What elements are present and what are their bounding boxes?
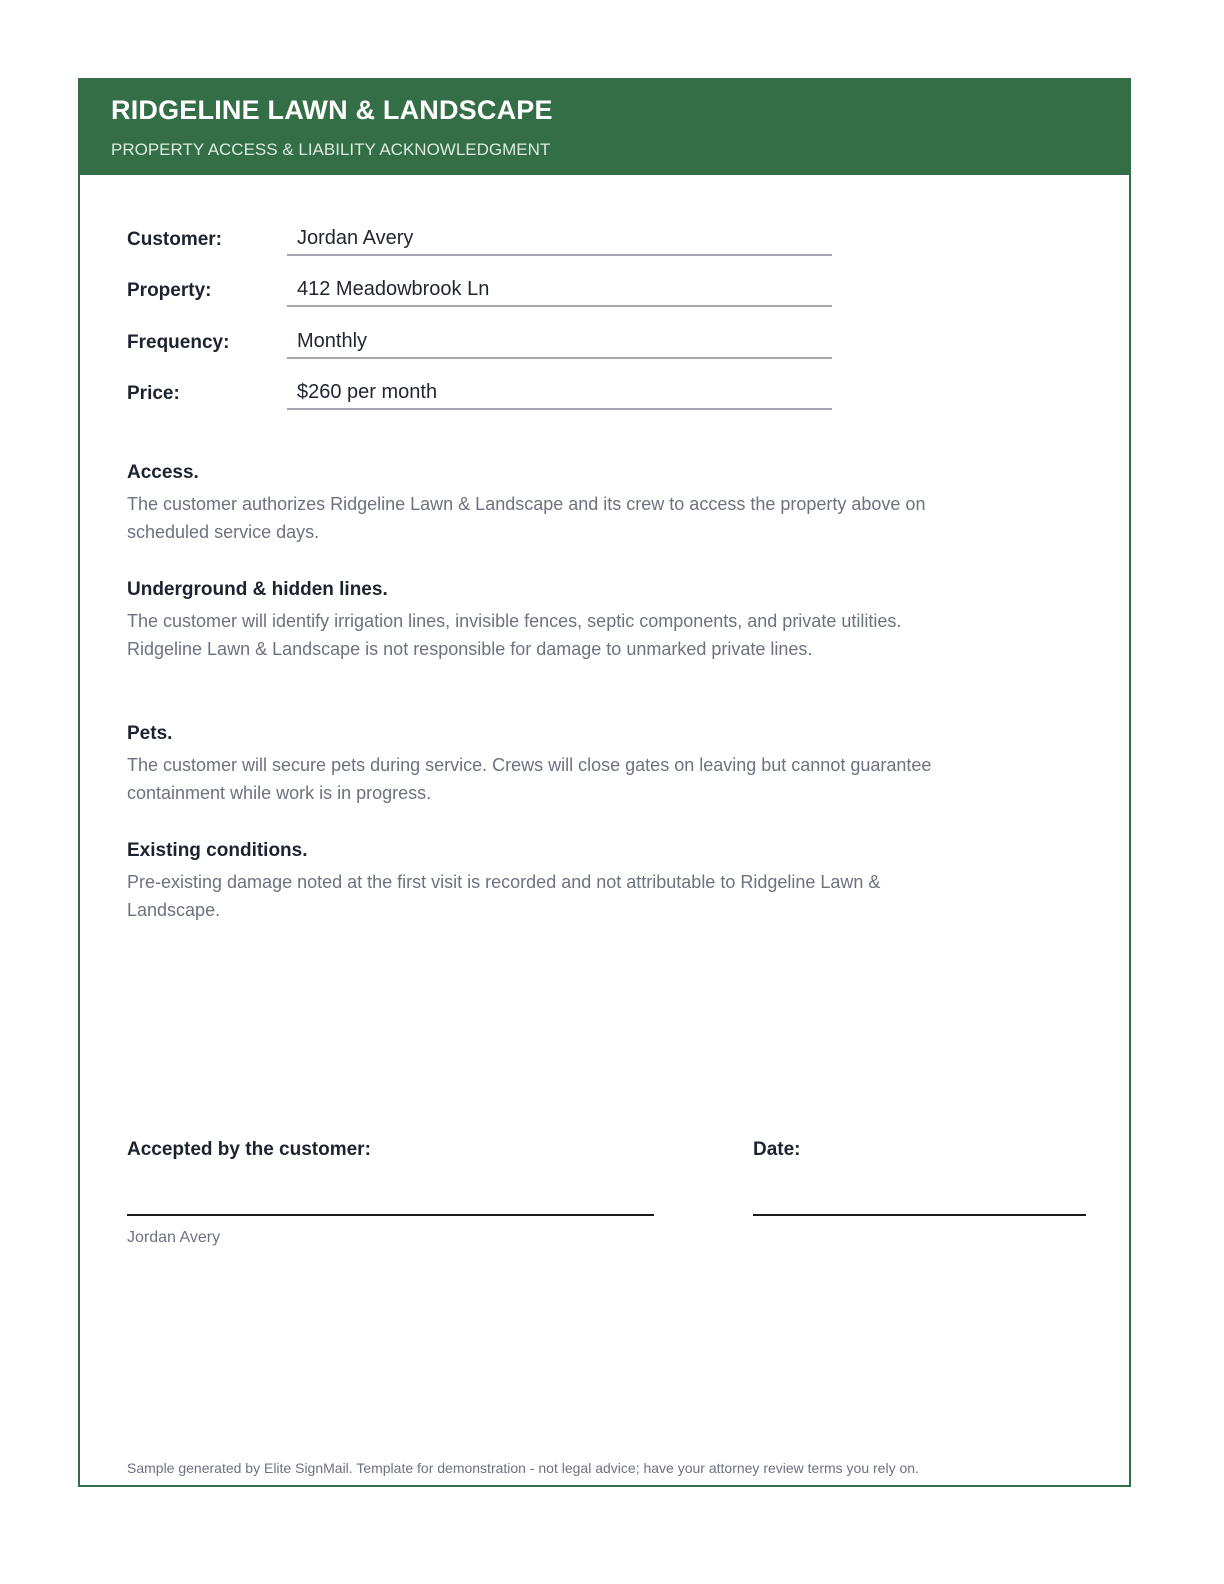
section-heading: Pets. <box>127 723 173 744</box>
document-title: PROPERTY ACCESS & LIABILITY ACKNOWLEDGMENT <box>111 140 551 159</box>
section-body: Pre-existing damage noted at the first visit is recorded and not attributable to Ridgeline Lawn & Landscape. <box>127 872 881 920</box>
property-value-field[interactable]: 412 Meadowbrook Ln <box>287 276 832 307</box>
section-heading: Underground & hidden lines. <box>127 579 388 600</box>
date-label: Date: <box>753 1139 801 1160</box>
price-value-field[interactable]: $260 per month <box>287 379 832 410</box>
property-label: Property: <box>127 280 212 301</box>
footer-disclaimer: Sample generated by Elite SignMail. Template for demonstration - not legal advice; have your attorney review terms you rely on. <box>127 1460 919 1476</box>
property-field-row <box>127 276 837 308</box>
customer-value-field[interactable]: Jordan Avery <box>287 225 832 256</box>
customer-field-row <box>127 225 837 257</box>
frequency-label: Frequency: <box>127 332 230 353</box>
price-field-row <box>127 379 837 411</box>
section-body: The customer authorizes Ridgeline Lawn & Landscape and its crew to access the property above on scheduled service days. <box>127 494 926 542</box>
customer-label: Customer: <box>127 229 223 250</box>
customer-signature-line[interactable] <box>127 1214 654 1216</box>
section-access <box>127 462 957 546</box>
section-pets <box>127 723 957 807</box>
section-underground-lines <box>127 579 957 663</box>
section-body: The customer will identify irrigation lines, invisible fences, septic components, and private utilities. Ridgeline Lawn & Landscape is not responsible for damage to unmarked private lines. <box>127 611 902 659</box>
document-page <box>78 78 1131 1487</box>
section-body: The customer will secure pets during service. Crews will close gates on leaving but cannot guarantee containment while work is in progress. <box>127 755 932 803</box>
section-heading: Access. <box>127 462 199 483</box>
header-band <box>80 80 1129 175</box>
date-signature-line[interactable] <box>753 1214 1086 1216</box>
section-heading: Existing conditions. <box>127 840 308 861</box>
price-label: Price: <box>127 383 180 404</box>
company-name: RIDGELINE LAWN & LANDSCAPE <box>111 95 553 125</box>
frequency-field-row <box>127 328 837 360</box>
frequency-value-field[interactable]: Monthly <box>287 328 832 359</box>
signer-name: Jordan Avery <box>127 1229 221 1246</box>
accepted-by-label: Accepted by the customer: <box>127 1139 371 1160</box>
section-existing-conditions <box>127 840 957 924</box>
